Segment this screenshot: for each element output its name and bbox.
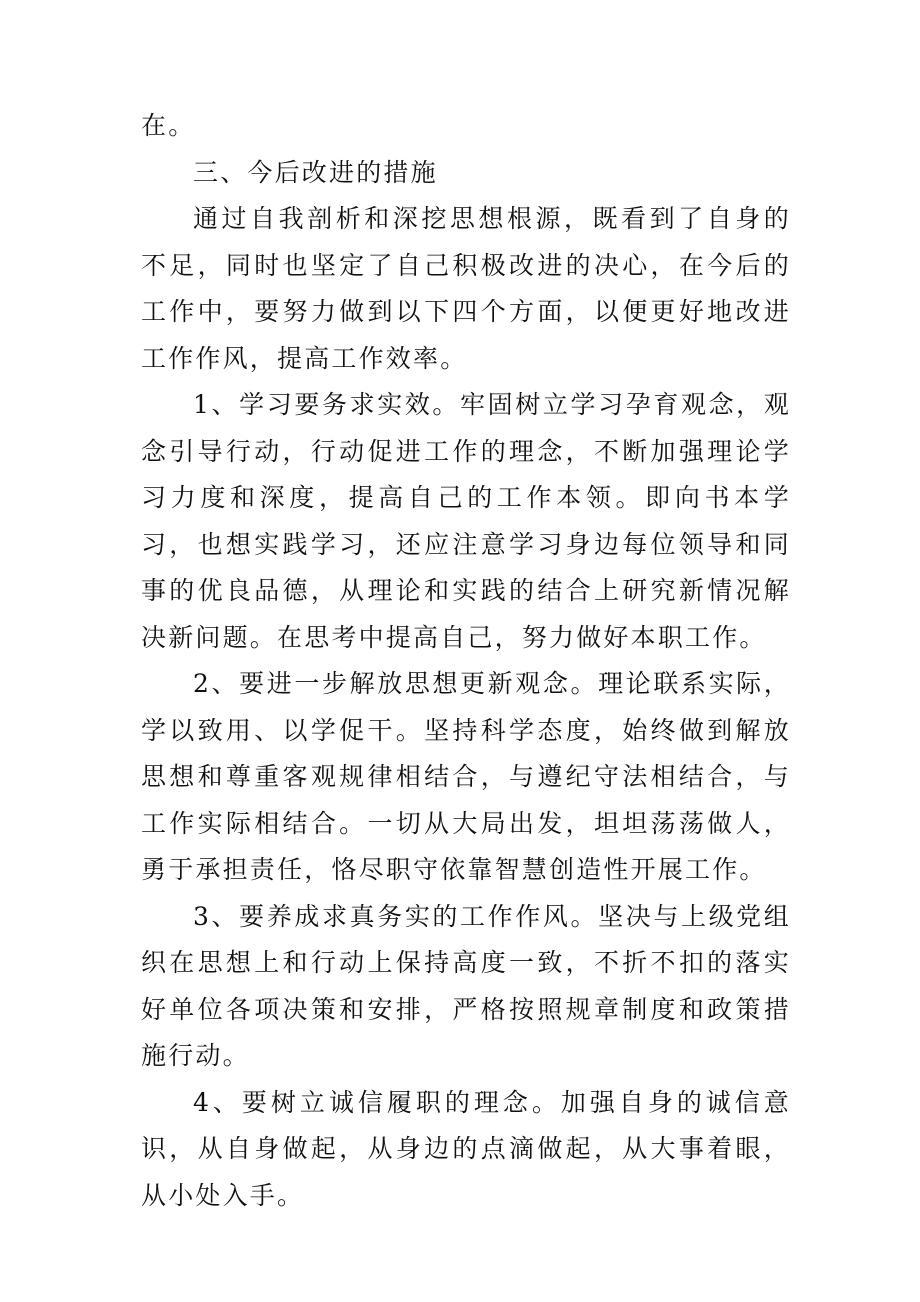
document-body: [141, 103, 791, 1219]
paragraph-item-1: 1、学习要务求实效。牢固树立学习孕育观念，观念引导行动，行动促进工作的理念，不断加强理论学习力度和深度，提高自己的工作本领。即向书本学习，也想实践学习，还应注意学习身边每位领导和同事的优良品德，从理论和实践的结合上研究新情况解决新问题。在思考中提高自己，努力做好本职工作。: [141, 390, 791, 652]
paragraph-continuation: 在。: [141, 111, 196, 140]
section-heading: 三、今后改进的措施: [193, 157, 438, 187]
paragraph-item-4: 4、要树立诚信履职的理念。加强自身的诚信意识，从自身做起，从身边的点滴做起，从大事着眼，从小处入手。: [141, 1087, 791, 1210]
paragraph-item-2: 2、要进一步解放思想更新观念。理论联系实际，学以致用、以学促干。坚持科学态度，始终做到解放思想和尊重客观规律相结合，与遵纪守法相结合，与工作实际相结合。一切从大局出发，坦坦荡荡做人，勇于承担责任，恪尽职守依靠智慧创造性开展工作。: [141, 669, 791, 884]
paragraph-item-3: 3、要养成求真务实的工作作风。坚决与上级党组织在思想上和行动上保持高度一致，不折不扣的落实好单位各项决策和安排，严格按照规章制度和政策措施行动。: [141, 901, 791, 1070]
paragraph-intro: 通过自我剖析和深挖思想根源，既看到了自身的不足，同时也坚定了自己积极改进的决心，在今后的工作中，要努力做到以下四个方面，以便更好地改进工作作风，提高工作效率。: [141, 204, 791, 373]
